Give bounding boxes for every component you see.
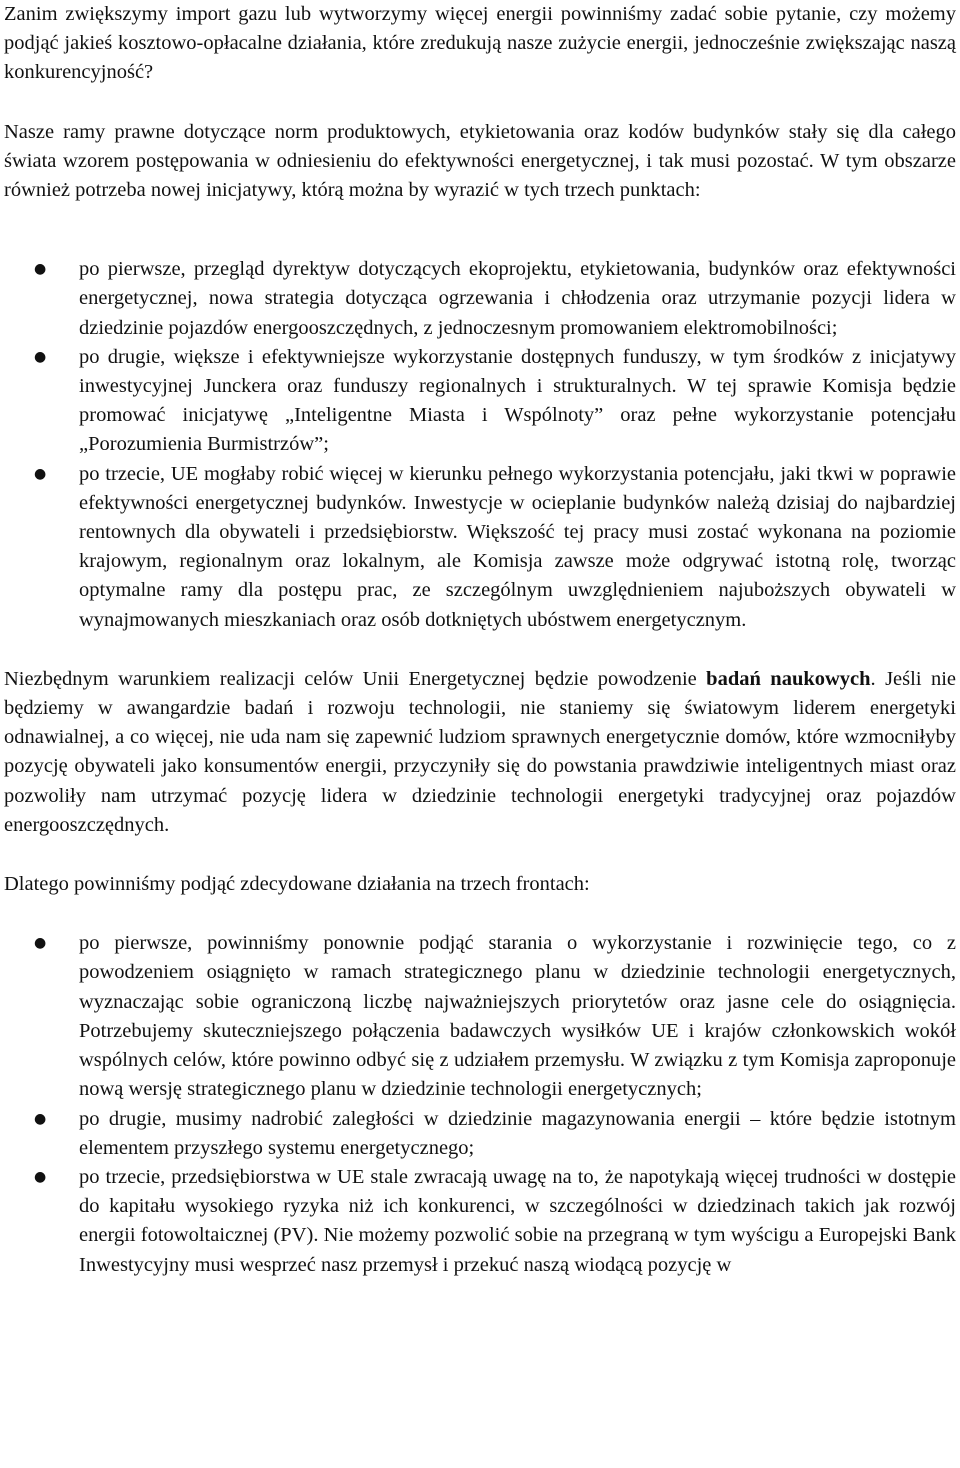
research-paragraph	[4, 665, 956, 840]
efficiency-points-list	[4, 255, 956, 635]
list-item	[4, 1105, 956, 1163]
fronts-intro-paragraph: Dlatego powinniśmy podjąć zdecydowane działania na trzech frontach:	[4, 873, 590, 896]
list-item	[4, 255, 956, 343]
list-item	[4, 1163, 956, 1280]
legal-framework-paragraph: Nasze ramy prawne dotyczące norm produktowych, etykietowania oraz kodów budynków stały się dla całego świata wzorem postępowania w odniesieniu do efektywności energetycznej, i tak musi pozostać. W tym obszarze również potrzeba nowej inicjatywy, którą można by wyrazić w tych trzech punktach:	[4, 120, 956, 202]
intro-paragraph: Zanim zwiększymy import gazu lub wytworzymy więcej energii powinniśmy zadać sobie pytanie, czy możemy podjąć jakieś kosztowo-opłacalne działania, które zredukują nasze zużycie energii, jednocześnie zwiększając naszą konkurencyjność?	[4, 3, 956, 84]
bullet-icon: ●	[34, 935, 47, 952]
list-item	[4, 460, 956, 635]
bullet-icon: ●	[34, 1168, 47, 1185]
document-page	[4, 0, 956, 1280]
list-item-text: po drugie, większe i efektywniejsze wykorzystanie dostępnych funduszy, w tym środków z inicjatywy inwestycyjnej Junckera oraz funduszy regionalnych i strukturalnych. W tej sprawie Komisja będzie promować inicjatywę „Inteligentne Miasta i Wspólnoty” oraz pełne wykorzystanie potencjału „Porozumienia Burmistrzów”;	[79, 345, 956, 456]
bullet-icon: ●	[34, 465, 47, 482]
list-item	[4, 929, 956, 1104]
fronts-points-list	[4, 929, 956, 1279]
research-text-after: . Jeśli nie będziemy w awangardzie badań i rozwoju technologii, nie staniemy się światowym liderem energetyki odnawialnej, a co więcej, nie uda nam się zapewnić ludziom sprawnych energetycznie domów, które wzmocniłyby pozycję obywateli jako konsumentów energii, przyczyniły się do powstania prawdziwie inteligentnych miast oraz pozwoliły nam utrzymać pozycję lidera w dziedzinie technologii energetyki tradycyjnej oraz pojazdów energooszczędnych.	[4, 667, 956, 836]
list-item	[4, 343, 956, 460]
list-item-text: po pierwsze, powinniśmy ponownie podjąć starania o wykorzystanie i rozwinięcie tego, co z powodzeniem osiągnięto w ramach strategicznego planu w dziedzinie technologii energetycznych, wyznaczając sobie ograniczoną liczbę najważniejszych priorytetów oraz jasne cele do osiągnięcia. Potrzebujemy skuteczniejszego połączenia badawczych wysiłków UE i krajów członkowskich wokół wspólnych celów, które powinno odbyć się z udziałem przemysłu. W związku z tym Komisja zaproponuje nową wersję strategicznego planu w dziedzinie technologii energetycznych;	[79, 932, 956, 1101]
research-bold-text: badań naukowych	[706, 667, 871, 690]
bullet-icon: ●	[34, 348, 47, 365]
bullet-icon: ●	[34, 1110, 47, 1127]
list-item-text: po drugie, musimy nadrobić zaległości w dziedzinie magazynowania energii – które będzie istotnym elementem przyszłego systemu energetycznego;	[79, 1107, 956, 1159]
list-item-text: po trzecie, UE mogłaby robić więcej w kierunku pełnego wykorzystania potencjału, jaki tkwi w poprawie efektywności energetycznej budynków. Inwestycje w ocieplanie budynków należą dzisiaj do najbardziej rentownych dla obywateli i przedsiębiorstw. Większość tej pracy musi zostać wykonana na poziomie krajowym, regionalnym oraz lokalnym, ale Komisja zawsze może odgrywać istotną rolę, tworząc optymalne ramy dla postępu prac, ze szczególnym uwzględnieniem najuboższych obywateli w wynajmowanych mieszkaniach oraz osób dotkniętych ubóstwem energetycznym.	[79, 462, 956, 631]
bullet-icon: ●	[34, 261, 47, 278]
list-item-text: po pierwsze, przegląd dyrektyw dotyczących ekoprojektu, etykietowania, budynków oraz efektywności energetycznej, nowa strategia dotycząca ogrzewania i chłodzenia oraz utrzymanie pozycji lidera w dziedzinie pojazdów energooszczędnych, z jednoczesnym promowaniem elektromobilności;	[79, 258, 956, 339]
list-item-text: po trzecie, przedsiębiorstwa w UE stale zwracają uwagę na to, że napotykają więcej trudności w dostępie do kapitału wysokiego ryzyka niż ich konkurenci, w szczególności w dziedzinach takich jak rozwój energii fotowoltaicznej (PV). Nie możemy pozwolić sobie na przegraną w tym wyścigu a Europejski Bank Inwestycyjny musi wesprzeć nasz przemysł i przekuć naszą wiodącą pozycję w	[79, 1165, 956, 1276]
research-text-before: Niezbędnym warunkiem realizacji celów Unii Energetycznej będzie powodzenie	[4, 667, 707, 690]
